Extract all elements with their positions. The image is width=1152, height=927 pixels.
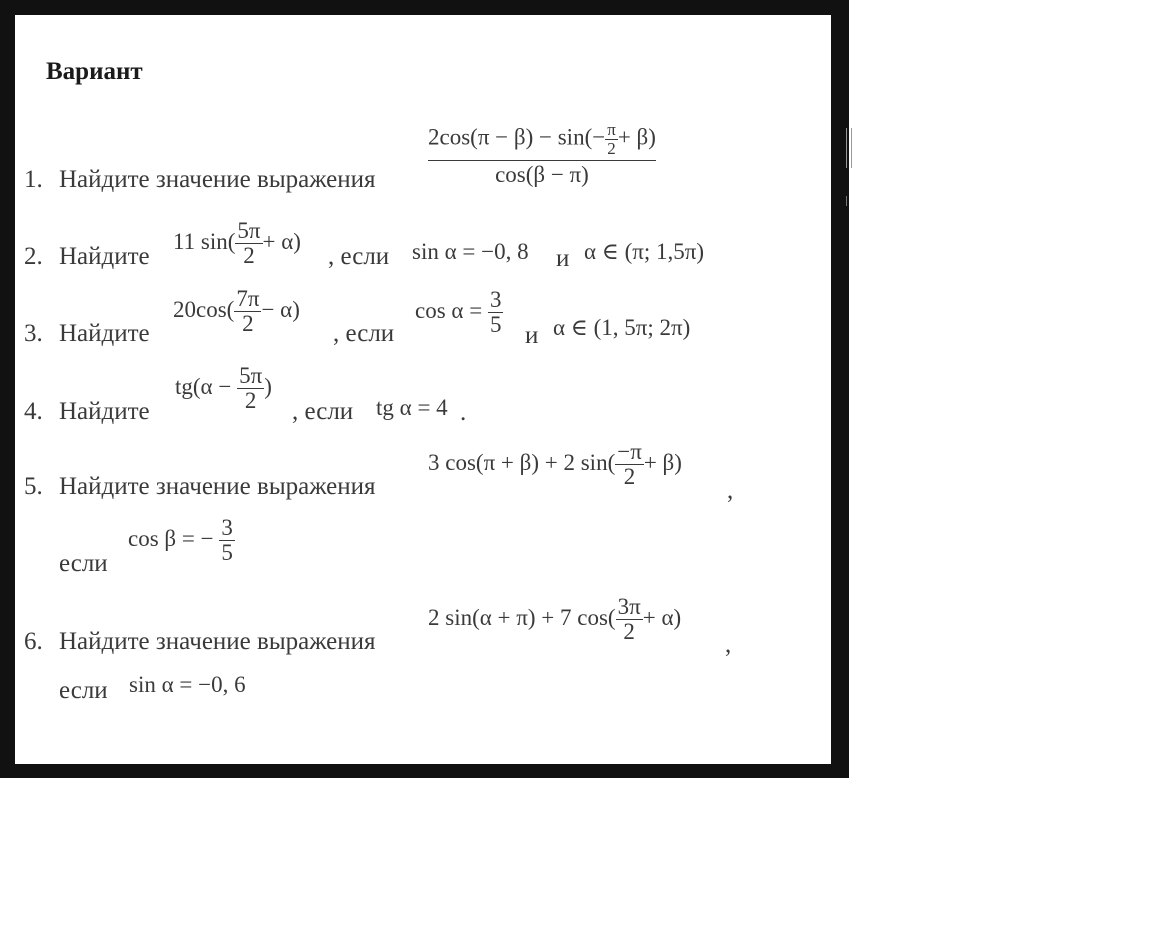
- condition: cos β = − $\frac{3}{5}$: [128, 515, 233, 566]
- item-text: Найдите значение выражения: [59, 166, 376, 193]
- item-number: 4.: [24, 398, 43, 425]
- comma: ,: [725, 631, 732, 658]
- condition-label: , если: [333, 320, 395, 347]
- condition: cos α = $\frac{3}{5}$: [415, 287, 502, 338]
- expression: 20cos( $\frac{7\pi}{2}$ − α): [173, 286, 300, 337]
- page-title: Вариант: [46, 58, 143, 85]
- edge-artifact: [846, 128, 852, 168]
- condition-label: если: [59, 550, 108, 577]
- period: .: [460, 399, 467, 426]
- expression: tg(α − $\frac{5\pi}{2}$ ): [175, 363, 272, 414]
- condition: sin α = −0, 8: [412, 239, 529, 264]
- condition: sin α = −0, 6: [129, 672, 246, 697]
- expression: 3 cos(π + β) + 2 sin( $\frac{-\pi}{2}$ + β): [428, 439, 682, 490]
- item-number: 5.: [24, 473, 43, 500]
- condition-label: , если: [328, 243, 390, 270]
- item-number: 1.: [24, 166, 43, 193]
- condition-label: , если: [292, 398, 354, 425]
- worksheet: [15, 15, 831, 764]
- item-text: Найдите: [59, 398, 150, 425]
- item-number: 2.: [24, 243, 43, 270]
- condition-label: если: [59, 677, 108, 704]
- edge-artifact: [846, 196, 851, 206]
- item-number: 3.: [24, 320, 43, 347]
- conjunction: и: [525, 322, 539, 349]
- item-text: Найдите: [59, 320, 150, 347]
- condition: tg α = 4: [376, 395, 448, 420]
- expression: 11 sin( $\frac{5\pi}{2}$ + α): [173, 218, 301, 269]
- range: α ∈ (1, 5π; 2π): [553, 315, 691, 340]
- item-number: 6.: [24, 628, 43, 655]
- range: α ∈ (π; 1,5π): [584, 239, 705, 264]
- comma: ,: [727, 477, 734, 504]
- expression: 2cos(π − β) − sin(− $\frac{\pi}{2}$ + β) cos(β − π): [428, 120, 656, 187]
- conjunction: и: [556, 245, 570, 272]
- item-text: Найдите значение выражения: [59, 473, 376, 500]
- expression: 2 sin(α + π) + 7 cos( $\frac{3\pi}{2}$ + α): [428, 594, 682, 645]
- item-text: Найдите значение выражения: [59, 628, 376, 655]
- item-text: Найдите: [59, 243, 150, 270]
